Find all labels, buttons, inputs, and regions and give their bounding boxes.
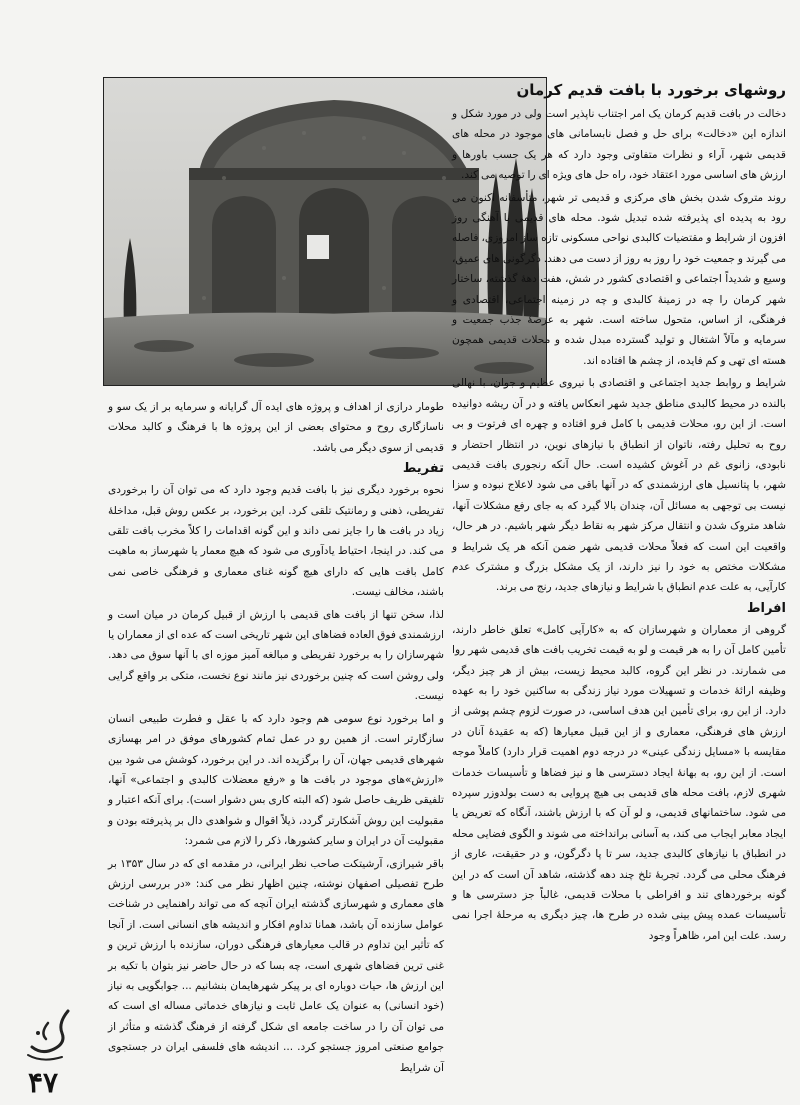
ifrat-paragraph: گروهی از معماران و شهرسازان که به «کارآیی کامل» تعلق خاطر دارند، تأمین کامل آن را به هر قیمت و لو به قیمت تخریب بافت های قدیمی شهر روا می شمارند. در نظر این گروه، کالبد محیط زیست، بیش از هر چیز دیگر، وظیفه ارائهٔ خدمات و تسهیلات مورد نیاز زندگی به ساکنین خود را به عهده دارد. از این رو، برای تأمین این هدف اساسی، در صورت لزوم چشم پوشی از ارزش های فرهنگی، معماری و از این قبیل معیارها (که به عقیدهٔ آنان در مقایسه با «مسایل زندگی عینی» در درجه دوم اهمیت قرار دارد) کاملاً موجه است. از این رو، به بهانهٔ ایجاد دسترسی ها و نیز فضاها و تأسیسات خدمات شهری لازم، بافت محله های قدیمی بی هیچ پروایی به دست بولدوزر سپرده می شود. ساختمانهای قدیمی، و لو آن که با ارزش باشند، آنگاه که تعریض یا ایجاد معابر ایجاب می کند، به آسانی برانداخته می شوند و الگوی فضایی محله در انطباق با نیازهای کالبدی جدید، سر تا پا دگرگون، و در حقیقت، عاری از فرهنگ محلی می گردد. تجربهٔ تلخ چند دهه گذشته، شاهد آن است که در این گونه برخوردهای تند و افراطی با محلات قدیمی، غالباً جز دسترسی ها و تأسیسات عمده پیش بینی شده در طرح ها، چیز دیگری به مرحلهٔ اجرا نمی رسد. علت این امر، ظاهراً وجود	[452, 623, 786, 942]
kerman-logo	[18, 1003, 82, 1067]
subhead-tafrit: تفریط	[402, 461, 444, 477]
right-paragraph-1: دخالت در بافت قدیم کرمان یک امر اجتناب ناپذیر است ولی در مورد شکل و اندازه این «دخالت» برای حل و فصل نابسامانی های موجود در محله های قدیمی شهر، آراء و نظرات متفاوتی وجود دارد که هر یک حسب باورها و ارزش های اساسی مورد اعتقاد خود، راه حل های ویژه ای را توصیه می کند.	[452, 108, 786, 182]
right-paragraph-3: شرایط و روابط جدید اجتماعی و اقتصادی با نیروی عظیم و جوان، با نهالی بالنده در محیط کالبدی مناطق جدید شهر انعکاس یافته و در آن ریشه دوانیده است. از این رو، محلات قدیمی با کامل فرو افتاده و چهره ای فرتوت و بی روح به تحلیل رفته، ناتوان از انطباق با نیازهای نوین، در انتظار احتضار و نابودی، زانوی غم در آغوش کشیده است. حال آنکه رنجوری بافت قدیمی شهر، با پتانسیل های ارزشمندی که در آنها باقی می شود لاعلاج نبوده و سزا نیست بی توجهی به مسائل آن، چندان بالا گیرد که به جای رفع مشکلات آنها، شاهد متروک شدن و انتقال مرکز شهر به نقاط دیگر شهر باشیم. در هر حال، واقعیت این است که فعلاً محلات قدیمی شهر ضمن آنکه هر یک شرایط و مشکلات مختص به خود را نیز دارند، از یک مشکل بزرگ و مشترک عدم کارآیی، به علت عدم انطباق با شرایط و نیازهای جدید، رنج می برند.	[452, 377, 786, 594]
article-title: روشهای برخورد با بافت قدیم کرمان	[516, 81, 786, 99]
left-paragraph-2: لذا، سخن تنها از بافت های قدیمی با ارزش از قبیل کرمان در میان است و ارزشمندی فوق العاده فضاهای این شهر تاریخی است که عده ای از معماران یا شهرسازان را به برخورد تفریطی و مبالغه آمیز موزه ای با آنها سوق می دهد. ولی روشن است که چنین برخوردی نیز مانند نوع نخست، متکی بر واقع گرایی نیست.	[108, 608, 444, 703]
left-column	[108, 397, 444, 1074]
subhead-ifrat: افراط	[746, 600, 786, 616]
kerman-logo-calligraphy	[18, 1003, 82, 1067]
right-column	[452, 80, 786, 1065]
left-upper-paragraph: طومار درازی از اهداف و پروژه های ایده آل گرایانه و سرمایه بر از یک سو و ناسازگاری روح و محتوای بعضی از این پروژه ها با فرهنگ و کالبد محلات قدیمی از سوی دیگر می باشد.	[108, 401, 444, 454]
left-paragraph-4: باقر شیرازی، آرشیتکت صاحب نظر ایرانی، در مقدمه ای که در سال ۱۳۵۳ بر طرح تفصیلی اصفهان نوشته، چنین اظهار نظر می کند: «در بررسی ارزش های معماری و شهرسازی گذشته ایران آنچه که می تواند راهنمایی در شناخت عوامل سازنده آن باشد، همانا تداوم افکار و اندیشه های انسانی است. از آنجا که تأثیر این تداوم در قالب معیارهای فرهنگی دوران، سازنده با ارزش ترین و غنی ترین فضاهای شهری است، چه بسا که در حال حاضر نیز بتوان با تکیه بر این ارزش ها، حیات دوباره ای بر پیکر شهرهایمان بنشانیم ... جوابگویی به نیاز (خود انسانی) به عنوان یک عامل ثابت و نیازهای خدماتی مساله ای است که می توان آن را در ساخت جامعه ای شکل گرفته از فرهنگ گذشته و متأثر از جوامع صنعتی امروز جستجو کرد. ... اندیشه های فلسفی ایران در جستجوی آن شرایط	[108, 857, 444, 1074]
right-paragraph-2: روند متروک شدن بخش های مرکزی و قدیمی تر شهر، متأسفانه اکنون می رود به پدیده ای پذیرفته شده تبدیل شود. محله های قدیمی با آهنگی روز افزون از شرایط و مقتضیات کالبدی نواحی مسکونی تازه ساز امروزی، فاصله می گیرند و جمعیت خود را روز به روز از دست می دهند. دگرگونی های عمیق، وسیع و شدیداً اجتماعی و اقتصادی کشور در شش، هفت دههٔ گذشته، ساختار شهر کرمان را چه در زمینهٔ کالبدی و چه در زمینه اجتماعی، اقتصادی و فرهنگی، از اساس، متحول ساخته است. شهر به عرصهٔ جذب جمعیت و سرمایه و مآلاً اشتغال و تولید گسترده مبدل شده و محلات قدیمی همچون هسته ای تهی و کم فایده، از چشم ها افتاده اند.	[452, 191, 786, 367]
page-number: ۴۷	[28, 1066, 59, 1099]
left-paragraph-3: و اما برخورد نوع سومی هم وجود دارد که با عقل و فطرت طبیعی انسان سازگارتر است. از همین رو در عمل تمام کشورهای موفق در امر بهسازی شهرهای قدیمی جهان، آن را برگزیده اند. در این برخورد، کوشش می شود بین «ارزش»های موجود در بافت ها و «رفع معضلات کالبدی و اجتماعی» آنها، تلفیقی ظریف حاصل شود (که البته کاری بس دشوار است). برای آنکه اعتبار و مقبولیت این روش آشکارتر گردد، ذیلاً اقوال و شواهدی دال بر پذیرفته بودن و مقبولیت آن در ایران و سایر کشورها، ذکر را لازم می شمرد:	[108, 712, 444, 848]
left-paragraph-1: نحوه برخورد دیگری نیز با بافت قدیم وجود دارد که می توان آن را برخوردی تفریطی، ذهنی و رمانتیک تلقی کرد. این برخورد، بر عکس روش قبل، مداخلهٔ زیاد در بافت ها را جایز نمی داند و این گونه اقدامات را کلاً مخرب بافت تلقی می کند. در اینجا، احتیاط یادآوری می شود که هیچ معمار یا شهرساز به ماهیت کامل بافت هایی که دارای هیچ گونه غنای معماری و فرهنگی خاصی نمی باشند، مخالف نیست.	[108, 484, 444, 599]
